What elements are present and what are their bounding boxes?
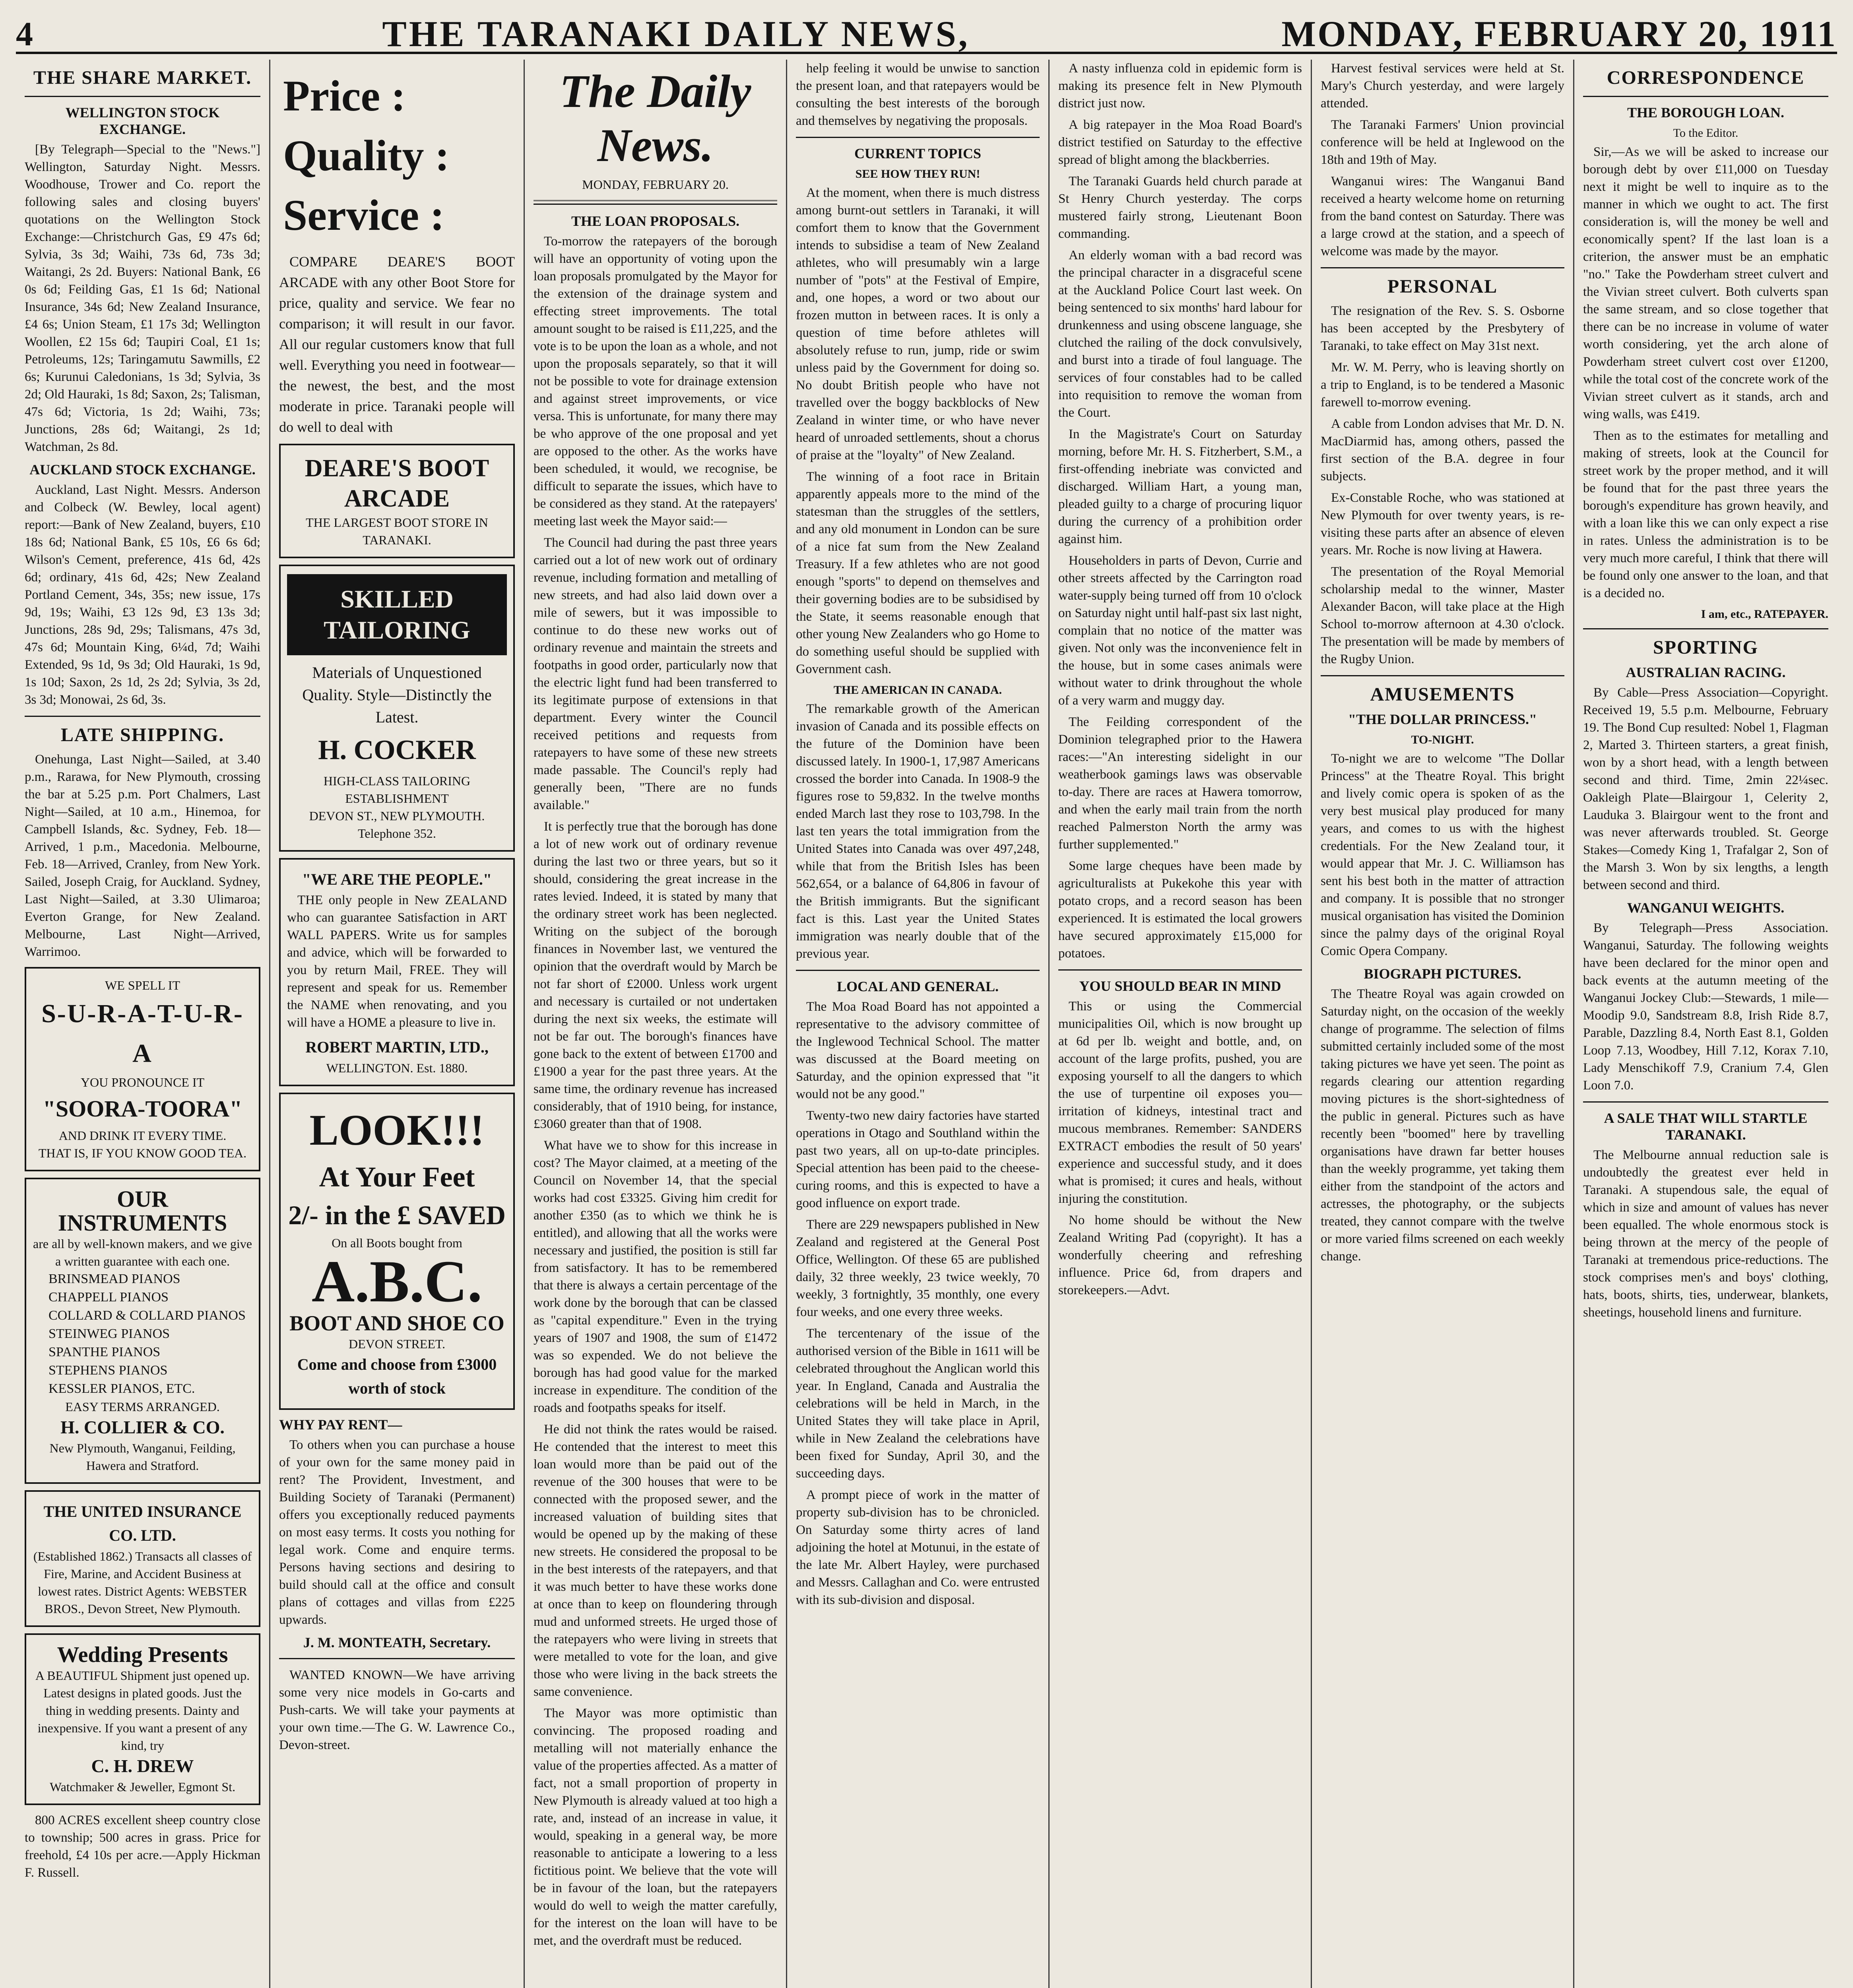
personal-paragraph: Mr. W. M. Perry, who is leaving shortly on a trip to England, is to be tendered a Masonic farewell to-morrow evening. [1321,360,1564,410]
letter-paragraph: Sir,—As we will be asked to increase our borough debt by over £11,000 on Tuesday next it might be well to inquire as to the manner in which we ought to act. The first consideration is, will the money be well and economically spent? If the last loan is a criterion, the answer must be an emphatic "no." Take the Powderham street culvert and the Vivian street culvert. Both culverts span the same stream, and so close together that there can be no increase in volume of water worth considering, yet the arch alone of Powderham street culvert cost over £1200, while the total cost of the concrete work of the Vivian street culvert as it stands, arch and wing walls, was £419. [1583,145,1828,421]
current-topics-heading: CURRENT TOPICS [854,146,982,161]
instruments-sub: are all by well-known makers, and we give a written guarantee with each one. [33,1237,252,1268]
dollar-princess-heading: "THE DOLLAR PRINCESS." [1348,711,1537,727]
news-paragraph: The Moa Road Board has not appointed a representative to the advisory committee of the Inglewood Technical School. The matter was discussed at the Board meeting on Saturday, and the opinion expressed that "it would not be any good." [796,1000,1040,1101]
divider [1321,675,1564,676]
personal-paragraph: The presentation of the Royal Memorial scholarship medal to the winner, Master Alexander Bacon, will take place at the High School to-morrow afternoon at 4.30 o'clock. The presentation will be made by members of the Rugby Union. [1321,565,1564,666]
at-your-feet: At Your Feet [319,1161,475,1193]
news-paragraph: The Taranaki Farmers' Union provincial conference will be held at Inglewood on the 18th and 19th of May. [1321,118,1564,167]
divider [1321,267,1564,268]
shipping-heading: LATE SHIPPING. [60,724,225,746]
local-general-heading: LOCAL AND GENERAL. [836,978,999,994]
divider [1583,1101,1828,1103]
amusements-heading: AMUSEMENTS [1370,684,1515,705]
loan-paragraph: What have we to show for this increase in cost? The Mayor claimed, at a meeting of the Council on November 14, that the special works had cost £3325. Giving him credit for another £350 (as to which we think he is entitled), and allowing that all the works were necessary and justified, the position is still far from satisfactory. It has to be remembered that there is always a certain percentage of the work done by the borough that can be classed as "capital expenditure." Even in the trying years of 1907 and 1908, the sum of £1472 was so expended. We do not believe the borough has had good value for the marked increase in expenditure. The condition of the roads and footpaths speaks for itself. [534,1138,777,1415]
collier-address: New Plymouth, Wanganui, Feilding, Hawera and Stratford. [49,1441,236,1473]
soora-toora: "SOORA-TOORA" [43,1096,243,1122]
news-paragraph: Twenty-two new dairy factories have started operations in Otago and Southland within the past two years, all on up-to-date principles. Special attention has been paid to the cheese-curing rooms, and this is expected to have a good influence on export trade. [796,1109,1040,1210]
topic-paragraph: The winning of a foot race in Britain apparently appeals more to the mind of the statesman than the struggles of the settlers, and any old monument in London can be sure of a nice fat sum from the New Zealand Treasury. If a few athletes who are not good enough "sports" to depend on themselves and their governing bodies are to be subsidised by the State, it seems reasonable enough that other young New Zealanders who go Home to do something useful should be supplied with Government cash. [796,470,1040,676]
cocker-sub: HIGH-CLASS TAILORING ESTABLISHMENT [323,774,471,806]
editorial-dateline: MONDAY, FEBRUARY 20. [582,177,729,192]
masthead: THE TARANAKI DAILY NEWS, [382,14,970,54]
personal-heading: PERSONAL [1387,276,1498,297]
startle-heading: A SALE THAT WILL STARTLE TARANAKI. [1604,1110,1808,1143]
loan-paragraph: He did not think the rates would be raised. He contended that the interest to meet this loan would more than be paid out of the revenue of the 300 houses that were to be connected with the proposed sewer, and the increased valuation of building sites that would be opened up by the making of these new streets. He considered the proposal to be in the best interests of the ratepayers, and that it was much better to have these works done at once than to keep on floundering through mud and unformed streets. He urged those of the ratepayers who were living in streets that were metalled to vote for the loan, and give those who were living in the back streets the same convenience. [534,1422,777,1699]
divider [1583,96,1828,97]
column-6 [1312,60,1574,1988]
divider [1058,969,1302,971]
united-title: THE UNITED INSURANCE CO. LTD. [43,1503,242,1544]
good-tea-text: THAT IS, IF YOU KNOW GOOD TEA. [38,1146,247,1160]
abc-name: BOOT AND SHOE CO [289,1311,504,1335]
easy-terms: EASY TERMS ARRANGED. [65,1400,220,1414]
people-text: THE only people in New ZEALAND who can guarantee Satisfaction in ART WALL PAPERS. Write us for samples and advice, which will be forwarded to you by return Mail, FREE. They will represent and speak for us. Remember the NAME when renovating, and you will have a HOME a pleasure to live in. [287,893,507,1030]
to-editor: To the Editor. [1673,126,1739,140]
look-text: LOOK!!! [309,1106,485,1154]
news-paragraph: Wanganui wires: The Wanganui Band received a hearty welcome home on returning from the band contest on Saturday. There was a large crowd at the station, and a speech of welcome was made by the mayor. [1321,174,1564,258]
instruments-title: OUR INSTRUMENTS [58,1186,227,1236]
news-paragraph: The tercentenary of the issue of the authorised version of the Bible in 1611 will be celebrated throughout the Anglican world this year. In England, Canada and Australia the celebrations will be held in March, in the United States they will take place in April, while in New Zealand the celebrations have been fixed for Sunday, April 30, and the succeeding days. [796,1326,1040,1481]
news-paragraph: The Taranaki Guards held church parade at St Henry Church yesterday. The corps mustered fairly strong, Lieutenant Boon commanding. [1058,174,1302,241]
abc-logo: A.B.C. [311,1248,483,1314]
racing-heading: AUSTRALIAN RACING. [1626,664,1786,680]
column-1 [16,60,270,1988]
loan-paragraph: The Council had during the past three years carried out a lot of new work out of ordinary revenue, including formation and metalling of new streets, and had also laid down over a mile of sewers, but it was impossible to continue to do these new works out of ordinary revenue and maintain the streets and footpaths in good order, particularly now that the electric light fund had been transferred to its legitimate purpose of extensions in that department. Every winter the Council received petitions and requests from ratepayers to have some of these new streets made passable. The Council's reply had generally been, "There are no funds available." [534,536,777,812]
loan-conclusion: help feeling it would be unwise to sanction the present loan, and that ratepayers would be consulting the best interests of the borough and themselves by negativing the proposals. [796,61,1040,128]
loan-paragraph: It is perfectly true that the borough has done a lot of new work out of ordinary revenue during the last two or three years, but so it should, considering the great increase in the rates levied. Indeed, it is stated by many that the ordinary street work has been neglected. Writing on the subject of the borough finances in November last, we ventured the opinion that the overdraft would by March be not far short of £2000. Unless work urgent and necessary is curtailed or not undertaken during the next six weeks, the estimate will not be far out. The borough's finances have gone back to the extent of between £1700 and £1900 a year for the past three years. At the same time, the ordinary revenue has increased considerably, that of 1910 being, for instance, £3060 greater than that of 1908. [534,819,777,1131]
news-paragraph: Householders in parts of Devon, Currie and other streets affected by the Carrington road water-supply being turned off from 10 o'clock on Saturday night until half-past six last night, complain that no notice of the matter was given. Not only was the inconvenience felt in the house, but in some cases animals were without water to drink throughout the whole of a very warm and muggy day. [1058,553,1302,708]
writing-pad-advert: No home should be without the New Zealand Writing Pad (copyright). It has a wonderfully cheering and refreshing influence. Price 6d, from drapers and storekeepers.—Advt. [1058,1213,1302,1297]
divider [796,970,1040,971]
weights-heading: WANGANUI WEIGHTS. [1627,900,1785,916]
letter-signature: I am, etc., RATEPAYER. [1701,608,1828,621]
daily-news-wordmark: The Daily News. [559,65,751,171]
news-paragraph: Some large cheques have been made by agriculturalists at Pukekohe this year with potato crops, and a record season has been experienced. It is estimated the local growers have secured approximately £15,000 for potatoes. [1058,859,1302,961]
biograph-heading: BIOGRAPH PICTURES. [1364,966,1521,982]
correspondence-heading: CORRESPONDENCE [1607,67,1805,88]
column-5 [1050,60,1312,1988]
united-insurance-advert [25,1490,260,1627]
pronounce-text: YOU PRONOUNCE IT [80,1075,205,1089]
abc-choose: Come and choose from £3000 worth of stock [297,1355,497,1397]
loan-paragraph: To-morrow the ratepayers of the borough will have an opportunity of voting upon the loan proposals promulgated by the Mayor for the extension of the drainage system and effecting street improvements. The total amount sought to be raised is £11,225, and the vote is to be upon the loan as a whole, and not upon the proposals separately, so that it will not be possible to vote for drainage extension and against street improvements, or vice versa. This is unfortunate, for many there may be who approve of the one proposal and yet are opposed to the other. As the works have been scheduled, it would, we recognise, be difficult to separate the issues, which have to be considered as they stand. At the ratepayers' meeting last week the Mayor said:— [534,234,777,528]
news-paragraph: A nasty influenza cold in epidemic form is making its presence felt in New Plymouth district just now. [1058,61,1302,111]
cocker-telephone: Telephone 352. [358,826,436,841]
abc-advert [279,1093,515,1410]
amusement-paragraph: To-night we are to welcome "The Dollar Princess" at the Theatre Royal. This bright and lively comic opera is spoken of as the very best musical play produced for many years, and comes to us with the highest credentials. For the New Zealand tour, it would appear that Mr. J. C. Williamson has sent his best both in the matter of attraction and company. It is possible that no stronger musical organisation has visited the Dominion since the palmy days of the original Royal Comic Opera Company. [1321,751,1564,958]
column-2 [270,60,525,1988]
divider [796,137,1040,138]
sanders-advert: This or using the Commercial municipalities Oil, which is now brought up at 6d per lb. weight and bottle, and, on account of the large profits, pushed, you are exposing yourself to all the dangers to which the use of turpentine oil exposes you—irritation of kidneys, intestinal tract and mucous membranes. Remember: SANDERS EXTRACT embodies the result of 50 years' experience and successful study, and it does what is promised; it cures and heals, without injuring the constitution. [1058,999,1302,1206]
wanted-known: WANTED KNOWN—We have arriving some very nice models in Go-carts and Push-carts. We will take your payments at your own time.—The G. W. Lawrence Co., Devon-street. [279,1668,515,1752]
list-item: STEINWEG PIANOS [49,1326,170,1341]
auckland-heading: AUCKLAND STOCK EXCHANGE. [29,462,256,478]
saved-text: 2/- in the £ SAVED [288,1200,506,1230]
skilled-banner [287,574,507,655]
page-number: 4 [16,15,33,53]
cocker-address: DEVON ST., NEW PLYMOUTH. [309,809,485,823]
personal-paragraph: The resignation of the Rev. S. S. Osborne has been accepted by the Presbytery of Taranaki, to take effect on May 31st next. [1321,304,1564,353]
tonight-heading: TO-NIGHT. [1411,733,1474,746]
wellington-report: [By Telegraph—Special to the "News."] Wellington, Saturday Night. Messrs. Woodhouse, Trower and Co. report the following sales and closing buyers' quotations on the Wellington Stock Exchange:—Christchurch Gas, £9 47s 6d; Sylvia, 3s 3d; Waihi, 73s 6d, 73s 3d; Waitangi, 2s 2d. Buyers: National Bank, £6 0s 6d; Feilding Gas, £1 1s 6d; National Insurance, 34s 6d; New Zealand Insurance, £4 6s; Union Steam, £1 17s 3d; Wellington Woollen, £2 15s 6d; Taupiri Coal, £1 1s; Petroleums, 12s; Taringamutu Sawmills, £2 6s; Kurunui Caledonians, 1s 3d; Sylvia, 3s 2d; Old Hauraki, 1s 8d; Saxon, 2s; Talisman, 47s 6d; Victoria, 1s 2d; Waihi, 73s; Junctions, 28s 6d; Waitangi, 2s 1d; Watchman, 2s 8d. [25,142,260,454]
loan-paragraph: The Mayor was more optimistic than convincing. The proposed roading and metalling will not materially enhance the value of the properties affected. As a matter of fact, not a small proportion of property in New Plymouth is already valued at too high a rate, and, instead of an increase in value, it would, speaking in a general way, be more reasonable to anticipate a lowering to a less fictitious point. We believe that the vote will be in favour of the loan, but the ratepayers would do well to weigh the matter carefully, for the interest on the loan will have to be met, and the overdraft must be reduced. [534,1706,777,1948]
wellington-heading: WELLINGTON STOCK EXCHANGE. [65,105,220,137]
why-pay-rent-text: To others when you can purchase a house of your own for the same money paid in rent? The Provident, Investment, and Building Society of Taranaki (Permanent) offers you exceptionally reduced payments on most easy terms. It costs you nothing for legal work. Come and enquire terms. Persons having sections and desiring to build should call at the office and consult plans of cottages and villas from £225 upwards. [279,1438,515,1627]
list-item: CHAPPELL PIANOS [49,1290,169,1305]
auckland-report: Auckland, Last Night. Messrs. Anderson and Colbeck (W. Bewley, local agent) report:—Bank of New Zealand, buyers, £10 18s 6d; National Bank, £5 10s, £6 6s 6d; Wilson's Cement, preference, 41s 6d, 42s 6d; ordinary, 41s 6d, 42s; New Zealand Portland Cement, 34s, 35s; new issue, 17s 9d, 19s; Waihi, £3 12s 9d, £3 13s 3d; Junctions, 28s 9d, 29s; Talismans, 47s 3d, 47s 6d; Mountain King, 6¼d, 7d; Waihi Extended, 9s 1d, 9s 3d; Old Hauraki, 1s 9d, 1s 10d; Saxon, 2s 1d, 2s 2d; Sylvia, 3s 2d, 3s 3d; Monowai, 2s 6d, 3s. [25,483,260,707]
martin-advert [279,858,515,1086]
piano-list [33,1270,252,1398]
deare-tag: THE LARGEST BOOT STORE IN TARANAKI. [306,515,488,547]
divider [25,96,260,97]
page-header [16,16,1837,54]
cocker-name: H. COCKER [318,735,476,765]
list-item: BRINSMEAD PIANOS [49,1272,180,1286]
shipping-report: Onehunga, Last Night—Sailed, at 3.40 p.m., Rarawa, for New Plymouth, crossing the bar at 5.25 p.m. Port Chalmers, Last Night—Sailed, at 10 a.m., Hinemoa, for Campbell Islands, &c. Sydney, Feb. 18—Arrived, 1 p.m., Macedonia. Melbourne, Feb. 18—Arrived, Cranley, from New York. Sailed, Joseph Craig, for Auckland. Sydney, Last Night—Sailed, at 3.30 Ulimaroa; Everton Grange, for New Zealand. Melbourne, Last Night—Arrived, Warrimoo. [25,752,260,959]
why-pay-rent-heading: WHY PAY RENT— [279,1417,402,1433]
divider [1583,628,1828,629]
martin-name: ROBERT MARTIN, LTD., [305,1038,489,1056]
martin-sub: WELLINGTON. Est. 1880. [326,1061,468,1075]
personal-paragraph: Ex-Constable Roche, who was stationed at New Plymouth for over twenty years, is re-visiting these parts after an absence of eleven years. Mr. Roche is now living at Hawera. [1321,491,1564,557]
divider [534,200,777,205]
people-title: "WE ARE THE PEOPLE." [302,870,492,888]
deare-name: DEARE'S BOOT ARCADE [305,455,489,512]
acres-advert: 800 ACRES excellent sheep country close to township; 500 acres in grass. Price for freehold, £4 10s per acre.—Apply Hickman F. Russell. [25,1813,260,1880]
column-7 [1574,60,1837,1988]
topic-paragraph: The remarkable growth of the American invasion of Canada and its possible effects on the future of the Dominion have been discussed lately. In 1900-1, 17,987 Americans crossed the border into Canada. In 1908-9 the figures rose to 59,832. In the twelve months ended March last they rose to 103,798. In the last ten years the total immigration from the United States into Canada was over 497,248, while that from the British Isles has been 562,654, or a balance of 64,806 in favour of the British immigrants. But the significant fact is this. Last year the United States immigration was nearly double that of the previous year. [796,702,1040,961]
drew-sub: Watchmaker & Jeweller, Egmont St. [49,1780,236,1794]
cocker-advert [279,565,515,852]
borough-loan-heading: THE BOROUGH LOAN. [1627,105,1785,120]
skilled-title: SKILLED TAILORING [324,585,470,644]
divider [279,1658,515,1659]
wedding-title: Wedding Presents [57,1642,228,1667]
news-paragraph: The Feilding correspondent of the Dominion telegraphed prior to the Hawera races:—"An interesting sidelight in our weatherbook gamings laws was observable to-day. There are races at Hawera tomorrow, and when the early mail train from the north reached Palmerston North the army was further supplemented." [1058,715,1302,852]
letter-paragraph: Then as to the estimates for metalling and making of streets, look at the Council for street work by the proper method, and it will be found that for the past three years the borough's expenditure has grown heavily, and with a loan like this we can only expect a rise in rates. Unless the administration is to be very much more careful, I think that there will be found only one answer to the loan, and that is a decided no. [1583,429,1828,600]
collier-name: H. COLLIER & CO. [60,1417,225,1437]
columns [16,60,1837,1988]
see-how-heading: SEE HOW THEY RUN! [855,167,980,181]
personal-paragraph: A cable from London advises that Mr. D. N. MacDiarmid has, among others, passed the first section of the B.A. degree in four subjects. [1321,417,1564,483]
drink-text: AND DRINK IT EVERY TIME. [58,1128,227,1143]
deare-advert [279,444,515,558]
news-paragraph: In the Magistrate's Court on Saturday morning, before Mr. H. S. Fitzherbert, S.M., a first-offending inebriate was convicted and discharged. William Hart, a young man, pleaded guilty to a charge of procuring liquor during the currency of a prohibition order against him. [1058,427,1302,546]
deare-text: COMPARE DEARE'S BOOT ARCADE with any other Boot Store for price, quality and service. We fear no comparison; it will result in our favor. All our regular customers know that full well. Everything you need in footwear—the newest, the best, and the most moderate in price. Taranaki people will do well to deal with [279,254,515,435]
racing-report: By Cable—Press Association—Copyright. Received 19, 5.5 p.m. Melbourne, February 19. The Bond Cup resulted: Nobel 1, Flagman 2, Marted 3. Thirteen starters, a great finish, won by a short head, with a length between second and third. Time, 2min 22¼sec. Oakleigh Plate—Blairgour 1, Celerity 2, Lauduka 3. Blairgour went to the front and was never afterwards troubled. St. George Stakes—Comedy King 1, Trafalgar 2, Son of the Marsh 3. Won by six lengths, a length between second and third. [1583,685,1828,892]
share-market-heading: THE SHARE MARKET. [33,67,252,88]
divider [25,716,260,717]
issue-date: MONDAY, FEBRUARY 20, 1911 [1281,14,1837,54]
american-heading: THE AMERICAN IN CANADA. [833,683,1002,697]
column-4 [787,60,1050,1988]
news-paragraph: A big ratepayer in the Moa Road Board's district testified on Saturday to the effective spread of blight among the blackberries. [1058,118,1302,167]
wedding-text: A BEAUTIFUL Shipment just opened up. Latest designs in plated goods. Just the thing in wedding presents. Dainty and inexpensive. If you want a present of any kind, try [35,1668,250,1753]
bear-in-mind-heading: YOU SHOULD BEAR IN MIND [1079,978,1281,994]
abc-intro: On all Boots bought from [332,1236,462,1250]
monteath-signature: J. M. MONTEATH, Secretary. [303,1635,491,1650]
list-item: STEPHENS PIANOS [49,1363,168,1378]
suratura-advert [25,967,260,1171]
drew-name: C. H. DREW [91,1756,194,1776]
instruments-advert [25,1178,260,1484]
topic-paragraph: At the moment, when there is much distress among burnt-out settlers in Taranaki, it will comfort them to know that the Government intends to subsidise a team of New Zealand athletes, who will presumably win a large number of "pots" at the Festival of Empire, and, one hopes, a word or two about our frozen mutton in between races. It is only a question of time before athletes will absolutely refuse to run, jump, ride or swim unless paid by the Government for doing so. No doubt British people who have not travelled over the boggy backblocks of New Zealand in winter time, or who have never heard of unroaded settlements, shout a chorus of praise at the "loyalty" of New Zealand. [796,186,1040,462]
quality-line: Quality : [283,131,450,180]
weights-report: By Telegraph—Press Association. Wanganui, Saturday. The following weights have been declared for the minor open and back events at the autumn meeting of the Wanganui Jockey Club:—Stewards, 1 mile—Moodip 9.0, Sandstream 8.8, Irish Ride 8.7, Parable, Dazzling 8.4, North East 8.1, Golden Loop 7.13, Woodbey, Hill 7.12, Korax 7.10, Lady Menschikoff 7.9, Cranium 7.4, Glen Loon 7.0. [1583,921,1828,1093]
news-paragraph: Harvest festival services were held at St. Mary's Church yesterday, and were largely attended. [1321,61,1564,111]
list-item: COLLARD & COLLARD PIANOS [49,1308,246,1323]
price-line: Price : [283,72,406,120]
spell-title: WE SPELL IT [105,978,180,992]
spell-word: S-U-R-A-T-U-R-A [41,999,244,1068]
amusement-paragraph: The Theatre Royal was again crowded on Saturday night, on the occasion of the weekly change of programme. The selection of films submitted certainly included some of the most taking pictures we have yet seen. The point as regards clearing our attention regarding moving pictures is the short-sightedness of the public in general. Pictures such as have recently been "boomed" here by travelling organisations have drawn far better houses than the weekly programme, yet taking them either from the standpoint of the actors and actresses, the photography, or the subjects treated, they cannot compare with the twelve or more varied films screened on each weekly change. [1321,987,1564,1264]
list-item: KESSLER PIANOS, ETC. [49,1381,195,1396]
news-paragraph: An elderly woman with a bad record was the principal character in a disgraceful scene at the Auckland Police Court last week. On being sentenced to six months' hard labour for drunkenness and using obscene language, she clutched the railing of the dock convulsively, and burst into a tirade of foul language. The services of four constables had to be called into requisition to remove the woman from the Court. [1058,248,1302,420]
news-paragraph: There are 229 newspapers published in New Zealand and registered at the General Post Office, Wellington. Of these 65 are published daily, 32 three weekly, 23 twice weekly, 70 weekly, 3 fortnightly, 35 monthly, one every four weeks, and one every three weeks. [796,1217,1040,1319]
startle-text: The Melbourne annual reduction sale is undoubtedly the greatest ever held in Taranaki. A stupendous sale, the equal of which in size and amount of values has never been equalled. The whole enormous stock is being thrown at the mercy of the people of Taranaki at tremendous price-reductions. The stock comprises men's and boys' clothing, hats, boots, shirts, ties, underwear, blankets, sheetings, household linens and furniture. [1583,1148,1828,1320]
skilled-text: Materials of Unquestioned Quality. Style—Distinctly the Latest. [302,664,492,726]
wedding-advert [25,1633,260,1805]
united-text: (Established 1862.) Transacts all classes of Fire, Marine, and Accident Business at lowest rates. District Agents: WEBSTER BROS., Devon Street, New Plymouth. [33,1549,252,1616]
sporting-heading: SPORTING [1653,637,1759,658]
abc-address: DEVON STREET. [349,1337,445,1351]
service-line: Service : [283,191,445,239]
price-quality-advert [279,66,515,245]
column-3 [525,60,787,1988]
loan-heading: THE LOAN PROPOSALS. [571,213,740,229]
news-paragraph: A prompt piece of work in the matter of property sub-division has to be chronicled. On Saturday some thirty acres of land adjoining the hotel at Motunui, in the estate of the late Mr. Albert Hayley, were purchased and Messrs. Callaghan and Co. were entrusted with its sub-division and disposal. [796,1488,1040,1607]
list-item: SPANTHE PIANOS [49,1345,161,1359]
